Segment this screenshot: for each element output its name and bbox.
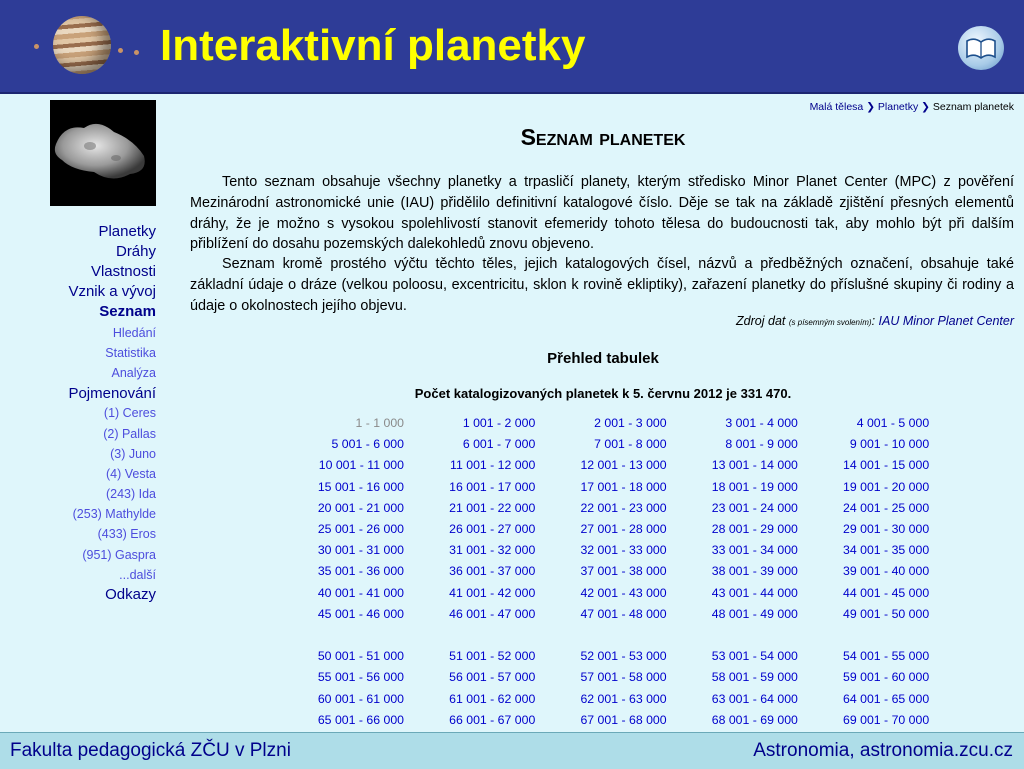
- sidebar-item[interactable]: Vlastnosti: [90, 263, 156, 280]
- table-link[interactable]: 65 001 - 66 000: [317, 712, 404, 727]
- table-link[interactable]: 54 001 - 55 000: [843, 649, 930, 664]
- sidebar: [0, 96, 168, 732]
- table-link[interactable]: 46 001 - 47 000: [449, 606, 536, 621]
- breadcrumb-link-male-telesa[interactable]: Malá tělesa: [809, 101, 864, 113]
- table-link[interactable]: 48 001 - 49 000: [711, 606, 798, 621]
- data-source: Zdroj dat (s písemným svolením): IAU Minor Planet Center: [736, 314, 1014, 328]
- source-label: Zdroj dat: [736, 314, 786, 328]
- table-link[interactable]: 60 001 - 61 000: [317, 691, 404, 706]
- content-panel: [182, 96, 1024, 732]
- table-link[interactable]: 58 001 - 59 000: [711, 670, 798, 685]
- table-link[interactable]: 10 001 - 11 000: [318, 458, 404, 473]
- table-link[interactable]: 68 001 - 69 000: [711, 712, 798, 727]
- table-link[interactable]: 3 001 - 4 000: [725, 416, 798, 430]
- table-link[interactable]: 23 001 - 24 000: [711, 500, 798, 515]
- table-link[interactable]: 25 001 - 26 000: [317, 522, 404, 536]
- footer-right-text: Astronomia, astronomia.zcu.cz: [753, 740, 1013, 761]
- table-link[interactable]: 13 001 - 14 000: [711, 458, 798, 473]
- sidebar-item[interactable]: (1) Ceres: [103, 406, 156, 420]
- table-link[interactable]: 1 - 1 000: [355, 416, 404, 430]
- table-link[interactable]: 15 001 - 16 000: [317, 479, 404, 494]
- content-title: Seznam planetek: [520, 124, 686, 150]
- table-link[interactable]: 5 001 - 6 000: [331, 437, 404, 452]
- sidebar-item[interactable]: Seznam: [99, 303, 156, 320]
- source-link[interactable]: IAU Minor Planet Center: [878, 314, 1014, 328]
- table-link[interactable]: 43 001 - 44 000: [711, 585, 798, 600]
- table-link[interactable]: 55 001 - 56 000: [317, 670, 404, 685]
- table-link[interactable]: 14 001 - 15 000: [843, 458, 930, 473]
- table-link[interactable]: 69 001 - 70 000: [843, 712, 930, 727]
- footer-bar: [0, 732, 1024, 769]
- page-title: Interaktivní planetky: [160, 21, 586, 70]
- table-link[interactable]: 2 001 - 3 000: [594, 416, 667, 430]
- table-link[interactable]: 49 001 - 50 000: [843, 606, 930, 621]
- sidebar-item[interactable]: (433) Eros: [97, 527, 156, 541]
- table-link[interactable]: 51 001 - 52 000: [449, 649, 536, 664]
- table-link[interactable]: 22 001 - 23 000: [580, 500, 667, 515]
- table-link[interactable]: 4 001 - 5 000: [856, 416, 930, 430]
- jupiter-icon: [53, 16, 111, 74]
- book-icon[interactable]: [958, 26, 1004, 70]
- sidebar-item[interactable]: (2) Pallas: [103, 427, 156, 441]
- table-link[interactable]: 62 001 - 63 000: [580, 691, 667, 706]
- table-link[interactable]: 19 001 - 20 000: [843, 479, 930, 494]
- table-link[interactable]: 32 001 - 33 000: [580, 543, 667, 558]
- table-link[interactable]: 56 001 - 57 000: [449, 670, 536, 685]
- description-paragraph: Seznam kromě prostého výčtu těchto těles, jejich katalogových čísel, názvů a předběžných označení, obsahuje také základní údaje o dráze (velkou poloosu, excentricitu, sklon k rovině ekliptiky), zařazení planetky do příslušné skupiny či rodiny a údaje o okolnostech jejího objevu.: [190, 256, 1014, 314]
- table-link[interactable]: 31 001 - 32 000: [449, 543, 536, 558]
- table-link[interactable]: 27 001 - 28 000: [580, 522, 667, 536]
- moon-icon: [34, 44, 39, 49]
- table-link[interactable]: 61 001 - 62 000: [449, 691, 536, 706]
- table-link[interactable]: 28 001 - 29 000: [711, 522, 798, 536]
- table-link[interactable]: 21 001 - 22 000: [449, 500, 536, 515]
- breadcrumb: [810, 101, 1014, 113]
- sidebar-item[interactable]: Hledání: [112, 326, 156, 340]
- table-link[interactable]: 37 001 - 38 000: [580, 564, 667, 579]
- table-link[interactable]: 66 001 - 67 000: [449, 712, 536, 727]
- table-link[interactable]: 30 001 - 31 000: [317, 543, 404, 558]
- table-link[interactable]: 50 001 - 51 000: [317, 649, 404, 664]
- breadcrumb-current: Seznam planetek: [932, 101, 1014, 113]
- breadcrumb-link-planetky[interactable]: Planetky: [877, 101, 919, 113]
- sidebar-item[interactable]: (3) Juno: [110, 447, 156, 461]
- sidebar-item[interactable]: Planetky: [98, 223, 156, 240]
- table-link[interactable]: 29 001 - 30 000: [843, 522, 930, 536]
- sidebar-item[interactable]: (951) Gaspra: [82, 548, 156, 562]
- chevron-right-icon: ❯: [921, 101, 930, 113]
- sidebar-item[interactable]: Pojmenování: [68, 385, 156, 402]
- table-link[interactable]: 11 001 - 12 000: [450, 458, 536, 473]
- sidebar-item[interactable]: Vznik a vývoj: [68, 283, 156, 300]
- intro-paragraph: Tento seznam obsahuje všechny planetky a trpasličí planety, kterým středisko Minor Planet Center (MPC) z pověření Mezinárodní astronomické unie (IAU) přidělilo definitivní katalogové číslo. Děje se tak na základě zjištění přesných elementů dráhy, že je možno s vysokou spolehlivostí stanovit efemeridy tohoto tělesa do budoucnosti tak, aby mohlo být při dalším přiblížení do dosahu pozemských dalekohledů znovu objeveno.: [190, 174, 1014, 253]
- sidebar-item[interactable]: (253) Mathylde: [72, 507, 156, 521]
- main-area: [0, 96, 1024, 732]
- asteroid-image: [50, 100, 156, 206]
- footer-left-text: Fakulta pedagogická ZČU v Plzni: [10, 740, 291, 761]
- table-link[interactable]: 42 001 - 43 000: [580, 585, 667, 600]
- table-link[interactable]: 1 001 - 2 000: [462, 416, 536, 430]
- table-link[interactable]: 17 001 - 18 000: [580, 479, 667, 494]
- table-link[interactable]: 67 001 - 68 000: [580, 712, 667, 727]
- table-link[interactable]: 40 001 - 41 000: [317, 585, 404, 600]
- table-link[interactable]: 57 001 - 58 000: [580, 670, 667, 685]
- table-link[interactable]: 6 001 - 7 000: [462, 437, 536, 452]
- table-link[interactable]: 18 001 - 19 000: [711, 479, 798, 494]
- table-link[interactable]: 44 001 - 45 000: [843, 585, 930, 600]
- table-link[interactable]: 36 001 - 37 000: [449, 564, 536, 579]
- table-link[interactable]: 16 001 - 17 000: [449, 479, 536, 494]
- table-link[interactable]: 41 001 - 42 000: [449, 585, 536, 600]
- table-link[interactable]: 26 001 - 27 000: [449, 522, 536, 536]
- table-link[interactable]: 7 001 - 8 000: [594, 437, 667, 452]
- table-link[interactable]: 12 001 - 13 000: [580, 458, 667, 473]
- table-link[interactable]: 34 001 - 35 000: [843, 543, 930, 558]
- table-link[interactable]: 8 001 - 9 000: [725, 437, 798, 452]
- table-link[interactable]: 64 001 - 65 000: [843, 691, 930, 706]
- moon-icon: [134, 50, 139, 55]
- sidebar-item[interactable]: ...další: [119, 568, 156, 582]
- count-text: Počet katalogizovaných planetek k 5. červnu 2012 je 331 470.: [414, 386, 792, 401]
- overview-heading: Přehled tabulek: [547, 350, 659, 367]
- table-link[interactable]: 52 001 - 53 000: [580, 649, 667, 664]
- chevron-right-icon: ❯: [866, 101, 875, 113]
- table-link[interactable]: 38 001 - 39 000: [711, 564, 798, 579]
- sidebar-item[interactable]: Odkazy: [105, 586, 156, 603]
- table-link[interactable]: 35 001 - 36 000: [317, 564, 404, 579]
- table-link[interactable]: 53 001 - 54 000: [711, 649, 798, 664]
- table-link[interactable]: 59 001 - 60 000: [843, 670, 930, 685]
- table-link[interactable]: 47 001 - 48 000: [580, 606, 667, 621]
- moon-icon: [118, 48, 123, 53]
- table-link[interactable]: 45 001 - 46 000: [317, 606, 404, 621]
- table-link[interactable]: 63 001 - 64 000: [711, 691, 798, 706]
- sidebar-item[interactable]: Statistika: [105, 346, 156, 360]
- table-link[interactable]: 39 001 - 40 000: [843, 564, 930, 579]
- header-bar: [0, 0, 1024, 94]
- source-note: (s písemným svolením): [788, 318, 872, 327]
- sidebar-item[interactable]: (243) Ida: [105, 487, 156, 501]
- table-link[interactable]: 9 001 - 10 000: [849, 437, 930, 452]
- sidebar-item[interactable]: Dráhy: [115, 243, 156, 260]
- sidebar-item[interactable]: (4) Vesta: [105, 467, 156, 481]
- table-link[interactable]: 24 001 - 25 000: [843, 500, 930, 515]
- table-link[interactable]: 20 001 - 21 000: [317, 500, 404, 515]
- sidebar-item[interactable]: Analýza: [111, 366, 156, 380]
- table-link[interactable]: 33 001 - 34 000: [711, 543, 798, 558]
